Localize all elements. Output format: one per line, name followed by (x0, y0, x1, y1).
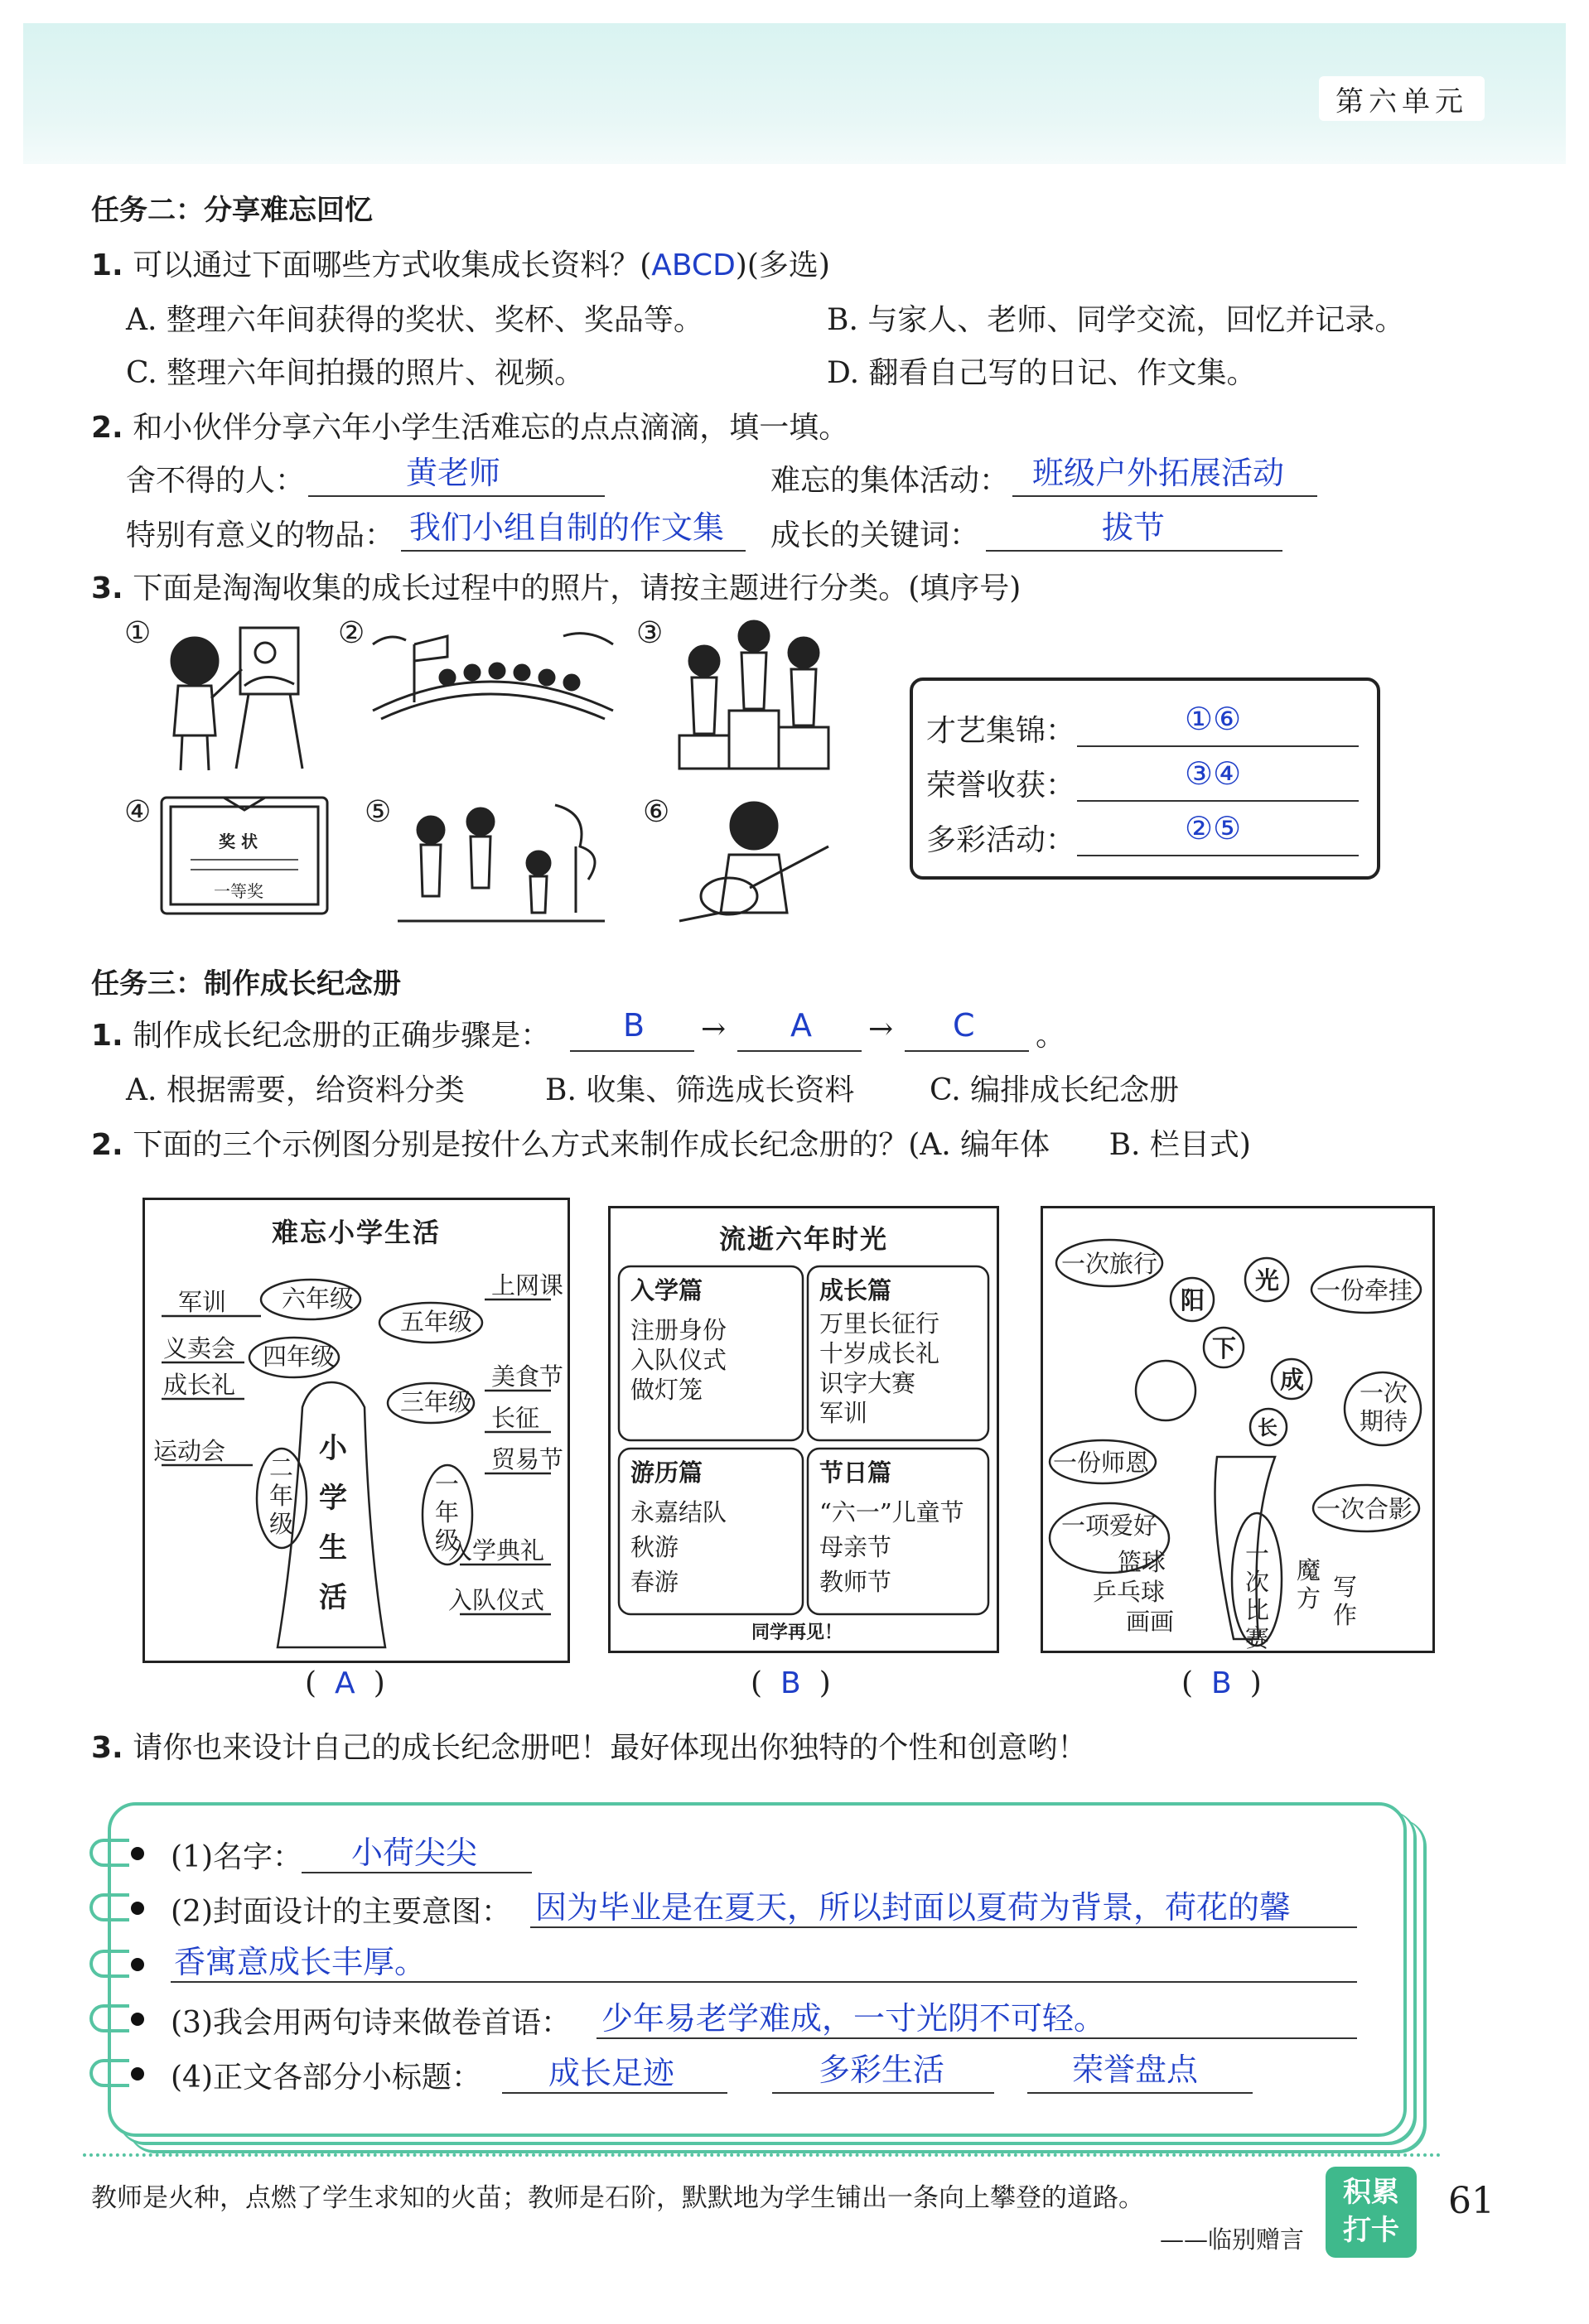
task2-q1 (91, 242, 830, 284)
answer-step-3: C (953, 1007, 975, 1044)
task3-q1 (91, 1012, 550, 1054)
question-text: 下面的三个示例图分别是按什么方式来制作成长纪念册的？(A. 编年体 (133, 1128, 1050, 1162)
trunk-char: 光 (1255, 1266, 1280, 1295)
question-text: 下面是淘淘收集的成长过程中的照片，请按主题进行分类。(填序号) (133, 571, 1022, 605)
right-item-1: 上网课 (491, 1271, 564, 1299)
option-c: C. 整理六年间拍摄的照片、视频。 (126, 356, 585, 390)
section-heading-growth: 成长篇 (819, 1276, 892, 1304)
answer-line (986, 550, 1282, 552)
answer-line (772, 2092, 994, 2094)
panel3-answer (1181, 1666, 1262, 1700)
branch-rubik: 魔方 (1297, 1556, 1321, 1613)
photo-number-6: ⑥ (643, 795, 670, 829)
arrow: → (868, 1012, 894, 1046)
paren: ) (1249, 1666, 1262, 1700)
panel-footer: 同学再见！ (751, 1622, 843, 1643)
left-item-2: 义卖会 (163, 1334, 236, 1362)
answer-line (308, 495, 605, 497)
field-label-person: 舍不得的人： (126, 464, 306, 498)
grade-4: 四年级 (263, 1343, 336, 1371)
answer-line (1012, 495, 1317, 497)
section-line: 万里长征行 (819, 1309, 940, 1338)
ring-binding (89, 1950, 129, 1978)
option-b: B. 与家人、老师、同学交流，回忆并记录。 (827, 303, 1405, 337)
answer-panel-1: A (335, 1666, 355, 1700)
question-number: 1. (91, 248, 123, 282)
grade-3: 三年级 (400, 1388, 473, 1416)
branch-writing: 写作 (1333, 1573, 1358, 1629)
section-line: 入队仪式 (630, 1346, 727, 1374)
paren: ) (373, 1666, 385, 1700)
ring-hole (131, 1958, 144, 1971)
right-item-6: 入队仪式 (448, 1586, 545, 1614)
section-line: 注册身份 (630, 1316, 727, 1344)
section-heading-enrol: 入学篇 (630, 1276, 703, 1304)
right-item-2: 美食节 (491, 1362, 564, 1391)
paren: ( (751, 1666, 763, 1700)
answer-subtitle-2: 多彩生活 (819, 2052, 945, 2088)
field-label-activity: 难忘的集体活动： (770, 464, 1010, 498)
panel1-answer (305, 1666, 385, 1700)
design-label-cover: (2)封面设计的主要意图： (171, 1895, 511, 1929)
trunk-char: 下 (1212, 1334, 1237, 1362)
page-number: 61 (1448, 2180, 1495, 2222)
field-label-keyword: 成长的关键词： (770, 518, 980, 552)
branch-hobby: 一项爱好 (1061, 1512, 1158, 1540)
footer-divider (83, 2153, 1442, 2157)
example-panel-chronological (142, 1198, 570, 1663)
branch-painting: 画画 (1126, 1608, 1175, 1636)
panel2-answer (751, 1666, 831, 1700)
unit-label: 第六单元 (1319, 76, 1485, 121)
right-item-5: 入学典礼 (448, 1536, 545, 1565)
photo-guitar-illustration (671, 797, 837, 938)
panel-title: 难忘小学生活 (271, 1217, 441, 1248)
question-text: 和小伙伴分享六年小学生活难忘的点点滴滴，填一填。 (133, 411, 849, 445)
question-text: 可以通过下面哪些方式收集成长资料？( (133, 248, 652, 282)
left-item-4: 运动会 (153, 1437, 226, 1465)
photo-podium-illustration (663, 620, 845, 777)
task3-q3 (91, 1724, 1087, 1767)
section-line: 母亲节 (819, 1533, 892, 1561)
section-line: 军训 (819, 1399, 868, 1427)
example-panel-mindmap (1041, 1206, 1435, 1653)
branch-photo: 一次合影 (1316, 1495, 1413, 1523)
question-number: 3. (91, 1731, 123, 1765)
question-number: 3. (91, 571, 123, 605)
answer-subtitle-3: 荣誉盘点 (1072, 2052, 1199, 2088)
question-number: 2. (91, 411, 123, 445)
ring-hole (131, 2013, 144, 2026)
paren: ( (305, 1666, 317, 1700)
footer-quote: 教师是火种，点燃了学生求知的火苗；教师是石阶，默默地为学生铺出一条向上攀登的道路。 (91, 2183, 1144, 2213)
answer-panel-3: B (1211, 1666, 1232, 1700)
section-line: “六一”儿童节 (819, 1498, 964, 1526)
question-number: 2. (91, 1128, 123, 1162)
task3-q2 (91, 1121, 1251, 1164)
question-number: 1. (91, 1019, 123, 1053)
answer-keyword: 拔节 (1102, 509, 1166, 546)
option-a: A. 整理六年间获得的奖状、奖杯、奖品等。 (126, 303, 703, 337)
ring-hole (131, 2067, 144, 2081)
design-label-name: (1)名字： (171, 1840, 302, 1874)
left-item-1: 军训 (178, 1288, 227, 1316)
trunk-char: 成 (1280, 1366, 1305, 1394)
answer-line (570, 1050, 694, 1052)
answer-step-1: B (623, 1007, 645, 1044)
answer-line (1077, 855, 1359, 856)
section-line: 十岁成长礼 (819, 1339, 940, 1367)
photo-painting-illustration (149, 620, 315, 777)
certificate-title: 奖 状 (219, 832, 258, 851)
task2-q2 (91, 404, 848, 446)
ring-binding (89, 1893, 129, 1921)
section-line: 教师节 (819, 1568, 892, 1596)
ring-binding (89, 2059, 129, 2087)
category-label-talent: 才艺集锦： (926, 714, 1076, 748)
ring-binding (89, 1839, 129, 1867)
grade-1: 一年级 (435, 1470, 460, 1555)
question-text: 制作成长纪念册的正确步骤是： (133, 1019, 551, 1053)
task2-title: 任务二：分享难忘回忆 (91, 194, 373, 227)
answer-line (401, 550, 746, 552)
answer-person: 黄老师 (406, 455, 501, 491)
answer-line (737, 1050, 862, 1052)
answer-subtitle-1: 成长足迹 (548, 2055, 675, 2091)
ring-hole (131, 1902, 144, 1915)
ring-binding (89, 2004, 129, 2032)
paren: ( (1181, 1666, 1194, 1700)
photo-number-5: ⑤ (365, 795, 392, 829)
photo-number-1: ① (124, 616, 152, 650)
category-label-honor: 荣誉收获： (926, 769, 1076, 803)
answer-panel-2: B (780, 1666, 801, 1700)
branch-gratitude: 一份师恩 (1053, 1449, 1150, 1477)
branch-expectation: 一次期待 (1360, 1379, 1408, 1435)
photo-activity-illustration (389, 797, 613, 938)
section-line: 识字大赛 (819, 1369, 916, 1397)
trunk-char: 长 (1258, 1415, 1277, 1439)
arrow: → (701, 1012, 727, 1046)
photo-number-4: ④ (124, 795, 152, 829)
section-line: 永嘉结队 (630, 1498, 727, 1526)
answer-step-2: A (790, 1007, 812, 1044)
answer-name: 小荷尖尖 (351, 1835, 478, 1871)
branch-care: 一份牵挂 (1316, 1276, 1413, 1304)
answer-preface: 少年易老学难成，一寸光阴不可轻。 (601, 2000, 1106, 2037)
answer-object: 我们小组自制的作文集 (409, 509, 725, 546)
section-heading-festival: 节日篇 (819, 1459, 892, 1487)
badge-line-1: 积累 (1343, 2176, 1399, 2209)
badge-line-2: 打卡 (1343, 2214, 1399, 2247)
accumulate-badge (1326, 2167, 1417, 2258)
step-option-a: A. 根据需要，给资料分类 (126, 1073, 465, 1107)
photo-bridge-illustration (365, 620, 621, 744)
answer-line (1077, 800, 1359, 802)
question-text-post: )(多选) (735, 248, 830, 282)
grade-2: 二年级 (269, 1454, 294, 1538)
trunk-char: 阳 (1181, 1286, 1205, 1314)
answer-line (1027, 2092, 1253, 2094)
task3-title: 任务三：制作成长纪念册 (91, 967, 401, 1000)
right-item-4: 贸易节 (491, 1445, 564, 1473)
answer-line (905, 1050, 1029, 1052)
section-line: 春游 (630, 1568, 679, 1596)
design-label-preface: (3)我会用两句诗来做卷首语： (171, 2006, 571, 2040)
answer-cover: 因为毕业是在夏天，所以封面以夏荷为背景，荷花的馨 (535, 1889, 1292, 1926)
grade-6: 六年级 (282, 1285, 355, 1313)
answer-talent: ①⑥ (1185, 701, 1242, 737)
period: 。 (1036, 1019, 1066, 1053)
answer-activities: ②⑤ (1185, 810, 1242, 846)
branch-trip: 一次旅行 (1061, 1250, 1158, 1278)
example-panel-columns (608, 1206, 999, 1653)
tree-trunk-label: 小学生活 (319, 1432, 347, 1614)
branch-contest: 一次比赛 (1245, 1540, 1270, 1652)
footer-source: ——临别赠言 (1160, 2225, 1305, 2254)
right-item-3: 长征 (491, 1404, 540, 1432)
step-option-b: B. 收集、筛选成长资料 (545, 1073, 855, 1107)
grade-5: 五年级 (400, 1308, 473, 1336)
field-label-object: 特别有意义的物品： (126, 518, 395, 552)
certificate-prize: 一等奖 (214, 881, 263, 901)
question-text: 请你也来设计自己的成长纪念册吧！最好体现出你独特的个性和创意哟！ (133, 1731, 1088, 1765)
panel-title: 流逝六年时光 (718, 1223, 888, 1255)
section-line: 做灯笼 (630, 1376, 703, 1404)
section-heading-travel: 游历篇 (630, 1459, 703, 1487)
answer-q1: ABCD (651, 248, 736, 282)
answer-line (1077, 745, 1359, 747)
answer-honor: ③④ (1185, 755, 1242, 792)
ring-hole (131, 1847, 144, 1860)
left-item-3: 成长礼 (163, 1371, 236, 1399)
branch-basketball: 篮球 (1118, 1548, 1166, 1576)
task2-q3 (91, 565, 1021, 607)
design-label-subtitles: (4)正文各部分小标题： (171, 2061, 481, 2095)
paren: ) (819, 1666, 831, 1700)
option-d: D. 翻看自己写的日记、作文集。 (827, 356, 1257, 390)
answer-activity: 班级户外拓展活动 (1032, 455, 1285, 491)
question-text-b: B. 栏目式) (1108, 1128, 1251, 1162)
photo-number-2: ② (338, 616, 365, 650)
section-line: 秋游 (630, 1533, 679, 1561)
answer-cover-cont: 香寓意成长丰厚。 (174, 1944, 427, 1980)
branch-pingpong: 乒乓球 (1093, 1578, 1166, 1606)
step-option-c: C. 编排成长纪念册 (930, 1073, 1180, 1107)
photo-number-3: ③ (636, 616, 664, 650)
category-label-activity: 多彩活动： (926, 823, 1076, 857)
